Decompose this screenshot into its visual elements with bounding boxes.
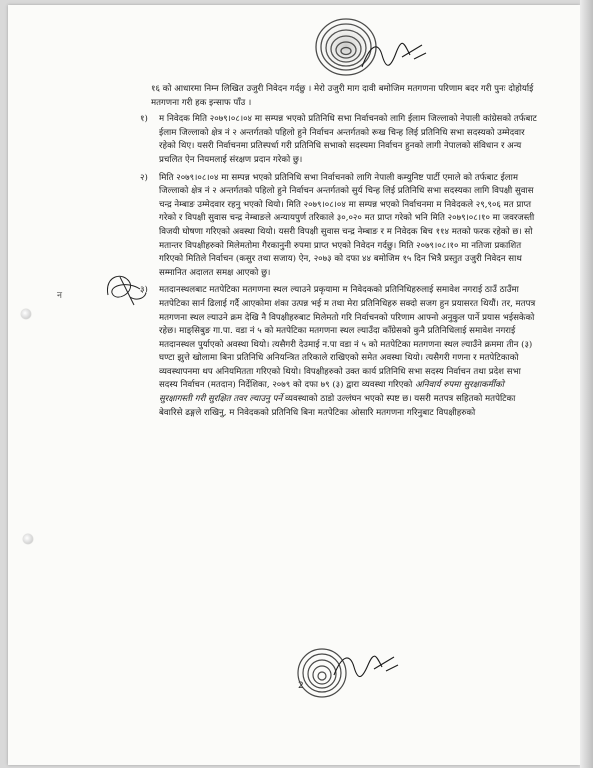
punch-hole [23, 534, 33, 544]
document-body [140, 83, 539, 424]
item-text: व्यवस्थाको ठाडो उल्लंघन भएको स्पष्ट छ। यसरी मतपत्र सहितको मतपेटिका बेवारिसे ढङ्गले राखिनु, म निवेदकको प्रतिनिधि बिना मतपेटिका ओसारि मतगणना गरिनुबाट विपक्षीहरुको [159, 394, 516, 418]
item-number: ३) [140, 285, 148, 296]
item-text: म निवेदक मिति २०७९।०८।०४ मा सम्पन्न भएको प्रतिनिधि सभा निर्वाचनको लागि ईलाम जिल्लाको नेपाली कांग्रेसको तर्फबाट ईलाम जिल्लाको क्षेत्र नं २ अन्तर्गतको पहिलो हुने निर्वाचन अन्तर्गतको रूख चिन्ह लिई प्रतिनिधि सभा सदस्यको उम्मेदवार रहेको थिए। यसरी निर्वाचनमा प्रतिस्पर्धा गरी प्रतिनिधि सभाको सदस्यमा निर्वाचन हुनको लागी नेपालको संविधान र अन्य प्रचलित ऐन नियमलाई संरक्षण प्रदान गरेको छु। [159, 114, 537, 165]
signature-bottom [332, 645, 402, 685]
item-number: २) [140, 172, 148, 183]
intro-paragraph: १६ को आधारमा निम्न लिखित उजुरी निवेदन गर्दछु । मेरो उजुरी माग दावी बमोजिम मतगणना परिणाम बदर गरी पुनः दोहोर्याई मतगणना गरी हक इन्साफ पाँउ । [151, 84, 534, 108]
margin-mark: न [57, 291, 62, 301]
document-page [8, 5, 580, 765]
signature-top [360, 35, 430, 75]
item-text: मतदानस्थलबाट मतपेटिका मतगणना स्थल ल्याउने प्रकृयामा म निवेदकको प्रतिनिधिहरुलाई समावेश नगराई ठाउँ ठाउँमा मतपेटिका सार्न ढिलाई गर्दै आएकोमा शंका उत्पन्न भई म तथा मेरा प्रतिनिधिहरु सक्दो सजग हुन प्रयासरत थियौं। तर, मतपत्र मतगणना स्थल ल्याउने क्रम देखि नै विपक्षीहरुबाट मिलेमतो गरि निर्वाचनको परिणाम आफ्नो अनुकुल पार्ने प्रयास भईसकेको रहेछ। माङ्सिबुङ गा.पा. वडा नं ५ को मतपेटिका मतगणना स्थल ल्याउँदा काँग्रेसको कुनै प्रतिनिधिलाई समावेश नगराई मतदानस्थल पुर्याएको अवस्था थियो। त्यसैगरी देउमाई न.पा वडा नं ५ को मतपेटिका मतगणना स्थल ल्याउँने क्रममा तीन (३) घण्टा झुत्ते खोलामा बिना प्रतिनिधि अनियन्त्रित तरिकाले राखिएको समेत अवस्था थियो। त्यसैगरी गणना र मतपेटिकाको व्यवस्थापनमा थप अनियमितता गरिएको थियो। विपक्षीहरुको उक्त कार्य प्रतिनिधि सभा सदस्य निर्वाचन तथा प्रदेश सभा सदस्य निर्वाचन (मतदान) निर्देशिका, २०७९ को दफा ७९ (३) द्वारा व्यवस्था गरिएको [159, 285, 536, 391]
numbered-item-3 [140, 284, 539, 420]
page-edge-shadow [580, 0, 593, 768]
numbered-item-2 [140, 172, 539, 281]
punch-hole [21, 309, 31, 319]
numbered-item-1 [140, 113, 539, 167]
item-text: मिति २०७९।०८।०४ मा सम्पन्न भएको प्रतिनिधि सभा निर्वाचनको लागि नेपाली कम्युनिष्ट पार्टी एमाले को तर्फबाट ईलाम जिल्लाको क्षेत्र नं २ अन्तर्गतको पहिलो हुने निर्वाचन अन्तर्गतको सुर्य चिन्ह लिई प्रतिनिधि सभा सदस्यका लागि विपक्षी सुवास चन्द्र नेम्बाङ उम्मेदवार रहनु भएको थियो। मिति २०७९।०८।०४ मा सम्पन्न भएको निर्वाचनमा म निवेदकले २९,९०६ मत प्राप्त गरेको र विपक्षी सुवास चन्द्र नेम्बाङले अन्यायपुर्ण तरिकाले ३०,०२० मत प्राप्त गरेको भनि मिति २०७९।०८।१० मा जवरजस्ती विजयी घोषणा गरिएको अवस्था थियो। यसरी विपक्षी सुवास चन्द्र नेम्बाङ र म निवेदक बिच ११४ मतको फरक रहेको छ। सो मतान्तर विपक्षीहरुको मिलेमतोमा गैरकानुनी रुपमा प्राप्त भएको निवेदन गर्दछु। मिति २०७९।०८।१० मा नतिजा प्रकाशित गरिएको मितिले निर्वाचन (कसुर तथा सजाय) ऐन, २०७३ को दफा ४४ बमोजिम १५ दिन भित्रै प्रस्तुत उजुरी निवेदन साथ सम्मानित अदालत समक्ष आएको छु। [159, 172, 535, 278]
item-number: १) [140, 114, 148, 125]
item-text-italic: अनिवार्य रुपमा सुरक्षाकर्मीको सुरक्षागस्ती गरी सुरक्षित तवर ल्याउनु पर्ने [159, 380, 504, 405]
page-number: 2 [298, 681, 304, 691]
